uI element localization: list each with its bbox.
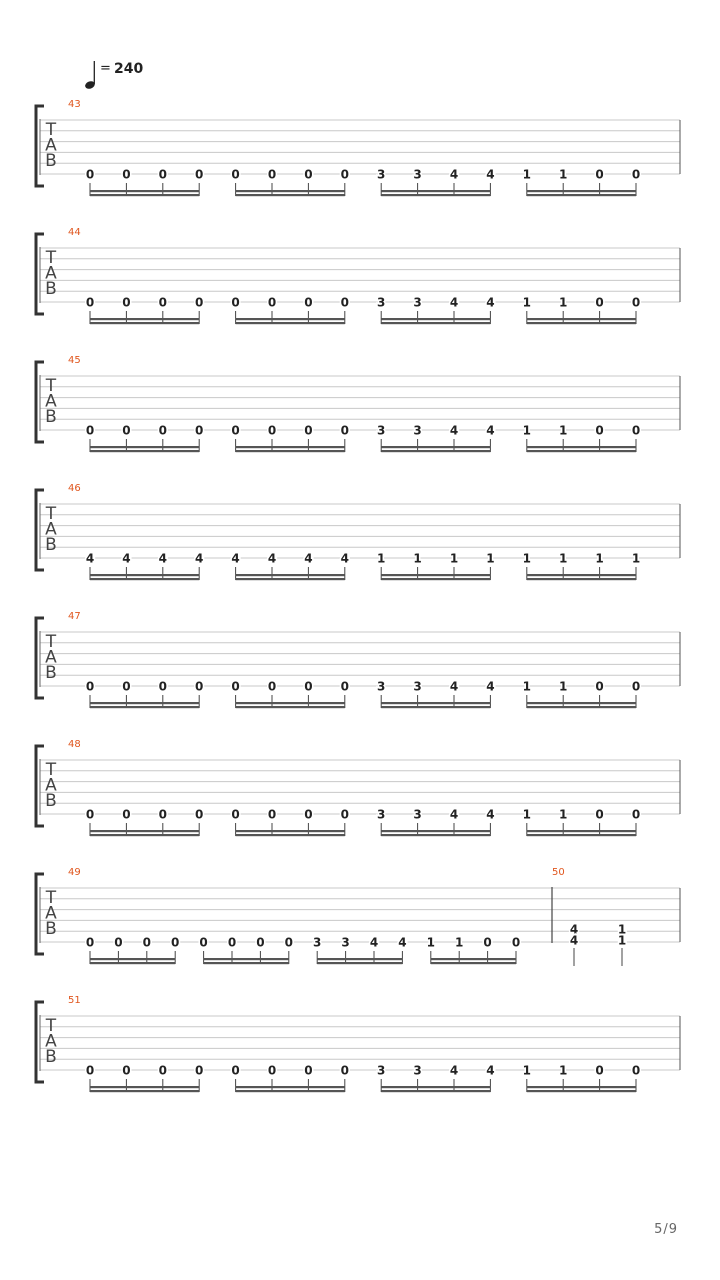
beam (527, 1090, 636, 1092)
tab-clef-letter: T (45, 120, 57, 140)
measure-number: 45 (68, 355, 81, 366)
fret-number: 0 (267, 1063, 277, 1078)
fret-number: 3 (413, 295, 422, 310)
fret-number: 4 (486, 423, 495, 438)
fret-number: 3 (413, 167, 422, 182)
fret-number: 0 (340, 167, 349, 182)
beam (204, 958, 289, 960)
fret-number: 4 (449, 295, 459, 310)
fret-number: 3 (377, 807, 386, 822)
fret-number: 3 (413, 1063, 422, 1078)
fret-number: 4 (267, 551, 277, 566)
beam (90, 962, 175, 964)
fret-number: 0 (158, 807, 167, 822)
fret-number: 0 (122, 167, 131, 182)
fret-number: 0 (256, 935, 265, 950)
fret-number: 0 (267, 423, 277, 438)
fret-number: 4 (486, 295, 495, 310)
fret-number: 0 (631, 167, 641, 182)
beam (90, 958, 175, 960)
fret-number: 0 (195, 679, 204, 694)
beam (236, 318, 345, 320)
beam (381, 318, 490, 320)
fret-number: 1 (631, 551, 641, 566)
fret-number: 1 (595, 551, 604, 566)
fret-number: 0 (158, 295, 167, 310)
tab-clef-letter: T (45, 760, 57, 780)
fret-number: 0 (227, 935, 237, 950)
tab-clef-letter: A (45, 519, 57, 540)
fret-number: 0 (231, 423, 240, 438)
tab-clef-letter: T (45, 632, 57, 652)
fret-number: 0 (195, 807, 204, 822)
fret-number: 4 (158, 551, 167, 566)
page-number: 5/9 (654, 1222, 678, 1237)
fret-number: 0 (304, 807, 313, 822)
fret-number: 0 (85, 295, 95, 310)
fret-number: 0 (158, 167, 167, 182)
measure-number: 44 (68, 227, 81, 238)
beam (381, 322, 490, 324)
fret-number: 4 (449, 423, 459, 438)
beam (236, 322, 345, 324)
beam (381, 578, 490, 580)
tab-system (36, 867, 680, 966)
fret-number: 0 (595, 807, 604, 822)
fret-number: 0 (340, 807, 349, 822)
beam (90, 578, 199, 580)
fret-number: 1 (522, 295, 531, 310)
fret-number: 0 (122, 423, 131, 438)
fret-number: 0 (631, 1063, 641, 1078)
beam (527, 318, 636, 320)
fret-number: 4 (449, 167, 459, 182)
beam (236, 450, 345, 452)
tab-clef-letter: A (45, 903, 57, 924)
beam (204, 962, 289, 964)
fret-number: 4 (569, 933, 579, 948)
beam (381, 450, 490, 452)
fret-number: 0 (114, 935, 123, 950)
tab-system (36, 483, 680, 580)
beam (527, 830, 636, 832)
fret-number: 0 (122, 679, 131, 694)
fret-number: 0 (340, 295, 349, 310)
fret-number: 4 (569, 922, 579, 937)
fret-number: 0 (631, 423, 641, 438)
fret-number: 0 (195, 1063, 204, 1078)
beam (527, 574, 636, 576)
beam (90, 446, 199, 448)
beam (90, 702, 199, 704)
fret-number: 3 (377, 423, 386, 438)
beam (527, 194, 636, 196)
fret-number: 4 (486, 1063, 495, 1078)
fret-number: 0 (284, 935, 293, 950)
beam (236, 574, 345, 576)
fret-number: 1 (486, 551, 495, 566)
fret-number: 4 (122, 551, 131, 566)
beam (236, 446, 345, 448)
fret-number: 0 (267, 679, 277, 694)
beam (381, 706, 490, 708)
fret-number: 0 (267, 295, 277, 310)
fret-number: 4 (231, 551, 240, 566)
fret-number: 0 (631, 807, 641, 822)
beam (381, 1090, 490, 1092)
fret-number: 0 (122, 295, 131, 310)
fret-number: 1 (559, 1063, 568, 1078)
beam (90, 706, 199, 708)
fret-number: 0 (85, 679, 95, 694)
fret-number: 0 (595, 1063, 604, 1078)
fret-number: 0 (199, 935, 208, 950)
fret-number: 1 (449, 551, 459, 566)
fret-number: 0 (195, 295, 204, 310)
measure-number: 47 (68, 611, 81, 622)
beam (236, 578, 345, 580)
tab-system (36, 611, 680, 708)
beam (90, 834, 199, 836)
beam (90, 450, 199, 452)
fret-number: 4 (369, 935, 379, 950)
fret-number: 0 (304, 679, 313, 694)
measure-number: 43 (68, 99, 81, 110)
fret-number: 0 (85, 935, 95, 950)
beam (90, 1090, 199, 1092)
fret-number: 4 (486, 167, 495, 182)
beam (381, 834, 490, 836)
fret-number: 1 (559, 679, 568, 694)
tab-clef-letter: T (45, 888, 57, 908)
beam (381, 194, 490, 196)
beam (527, 446, 636, 448)
fret-number: 3 (313, 935, 322, 950)
fret-number: 0 (231, 167, 240, 182)
beam (381, 1086, 490, 1088)
fret-number: 1 (617, 922, 627, 937)
tab-system (36, 99, 680, 196)
fret-number: 1 (522, 1063, 531, 1078)
beam (90, 574, 199, 576)
fret-number: 1 (559, 167, 568, 182)
fret-number: 0 (595, 679, 604, 694)
fret-number: 1 (559, 423, 568, 438)
tab-clef-letter: B (45, 919, 57, 939)
tab-clef-letter: B (45, 151, 57, 171)
fret-number: 4 (449, 807, 459, 822)
fret-number: 3 (413, 679, 422, 694)
fret-number: 3 (377, 167, 386, 182)
fret-number: 0 (267, 807, 277, 822)
fret-number: 0 (158, 1063, 167, 1078)
fret-number: 1 (617, 933, 627, 948)
beam (527, 322, 636, 324)
fret-number: 1 (522, 551, 531, 566)
fret-number: 0 (631, 679, 641, 694)
tab-clef-letter: T (45, 376, 57, 396)
tab-clef-letter: B (45, 663, 57, 683)
tab-clef-letter: A (45, 135, 57, 156)
fret-number: 1 (377, 551, 386, 566)
fret-number: 0 (483, 935, 492, 950)
beam (90, 830, 199, 832)
fret-number: 3 (413, 423, 422, 438)
measure-number: 48 (68, 739, 81, 750)
fret-number: 0 (195, 423, 204, 438)
tempo-value: 240 (114, 61, 144, 77)
tab-clef-letter: A (45, 263, 57, 284)
beam (527, 450, 636, 452)
beam (236, 1090, 345, 1092)
measure-number: 49 (68, 867, 81, 878)
fret-number: 0 (85, 807, 95, 822)
tab-clef-letter: T (45, 248, 57, 268)
measure-number: 50 (552, 867, 565, 878)
beam (90, 318, 199, 320)
fret-number: 4 (449, 679, 459, 694)
beam (381, 830, 490, 832)
beam (90, 194, 199, 196)
tab-clef-letter: A (45, 647, 57, 668)
fret-number: 0 (142, 935, 151, 950)
beam (527, 1086, 636, 1088)
beam (90, 190, 199, 192)
fret-number: 0 (158, 423, 167, 438)
beam (90, 322, 199, 324)
tab-system (36, 739, 680, 836)
tab-clef-letter: A (45, 391, 57, 412)
fret-number: 0 (85, 167, 95, 182)
beam (527, 706, 636, 708)
tab-system (36, 227, 680, 324)
tab-clef-letter: T (45, 504, 57, 524)
fret-number: 0 (231, 1063, 240, 1078)
beam (236, 702, 345, 704)
beam (431, 962, 516, 964)
fret-number: 1 (559, 295, 568, 310)
beam (90, 1086, 199, 1088)
fret-number: 0 (304, 167, 313, 182)
tab-clef-letter: A (45, 1031, 57, 1052)
fret-number: 4 (304, 551, 313, 566)
tab-system (36, 995, 680, 1092)
fret-number: 0 (631, 295, 641, 310)
fret-number: 4 (340, 551, 349, 566)
fret-number: 4 (449, 1063, 459, 1078)
fret-number: 3 (413, 807, 422, 822)
tempo-equals: = (100, 61, 111, 76)
beam (381, 446, 490, 448)
beam (527, 702, 636, 704)
fret-number: 0 (340, 1063, 349, 1078)
beam (236, 834, 345, 836)
fret-number: 0 (122, 1063, 131, 1078)
beam (236, 194, 345, 196)
tab-clef-letter: B (45, 1047, 57, 1067)
fret-number: 4 (486, 807, 495, 822)
fret-number: 0 (158, 679, 167, 694)
fret-number: 3 (341, 935, 350, 950)
beam (317, 962, 402, 964)
tab-clef-letter: B (45, 535, 57, 555)
beam (317, 958, 402, 960)
fret-number: 1 (522, 679, 531, 694)
fret-number: 4 (486, 679, 495, 694)
fret-number: 1 (522, 167, 531, 182)
fret-number: 3 (377, 1063, 386, 1078)
fret-number: 0 (85, 423, 95, 438)
fret-number: 1 (522, 807, 531, 822)
beam (381, 190, 490, 192)
tab-clef-letter: A (45, 775, 57, 796)
measure-number: 46 (68, 483, 81, 494)
tab-clef-letter: B (45, 407, 57, 427)
beam (527, 190, 636, 192)
fret-number: 0 (340, 423, 349, 438)
fret-number: 0 (195, 167, 204, 182)
fret-number: 0 (231, 295, 240, 310)
beam (527, 834, 636, 836)
fret-number: 0 (595, 295, 604, 310)
fret-number: 1 (559, 551, 568, 566)
fret-number: 1 (455, 935, 464, 950)
fret-number: 1 (426, 935, 435, 950)
beam (236, 190, 345, 192)
beam (381, 702, 490, 704)
tab-clef-letter: B (45, 279, 57, 299)
beam (527, 578, 636, 580)
fret-number: 0 (304, 295, 313, 310)
fret-number: 0 (122, 807, 131, 822)
beam (381, 574, 490, 576)
fret-number: 1 (559, 807, 568, 822)
beam (236, 1086, 345, 1088)
tab-clef-letter: B (45, 791, 57, 811)
fret-number: 3 (377, 679, 386, 694)
fret-number: 0 (595, 167, 604, 182)
tab-clef-letter: T (45, 1016, 57, 1036)
fret-number: 1 (522, 423, 531, 438)
fret-number: 0 (304, 423, 313, 438)
fret-number: 4 (195, 551, 204, 566)
fret-number: 0 (595, 423, 604, 438)
fret-number: 0 (231, 679, 240, 694)
fret-number: 0 (231, 807, 240, 822)
fret-number: 0 (85, 1063, 95, 1078)
beam (431, 958, 516, 960)
fret-number: 4 (85, 551, 95, 566)
tab-system (36, 355, 680, 452)
measure-number: 51 (68, 995, 81, 1006)
fret-number: 0 (304, 1063, 313, 1078)
fret-number: 0 (511, 935, 521, 950)
beam (236, 706, 345, 708)
fret-number: 0 (171, 935, 180, 950)
fret-number: 3 (377, 295, 386, 310)
fret-number: 0 (267, 167, 277, 182)
fret-number: 0 (340, 679, 349, 694)
fret-number: 4 (398, 935, 407, 950)
fret-number: 1 (413, 551, 422, 566)
beam (236, 830, 345, 832)
